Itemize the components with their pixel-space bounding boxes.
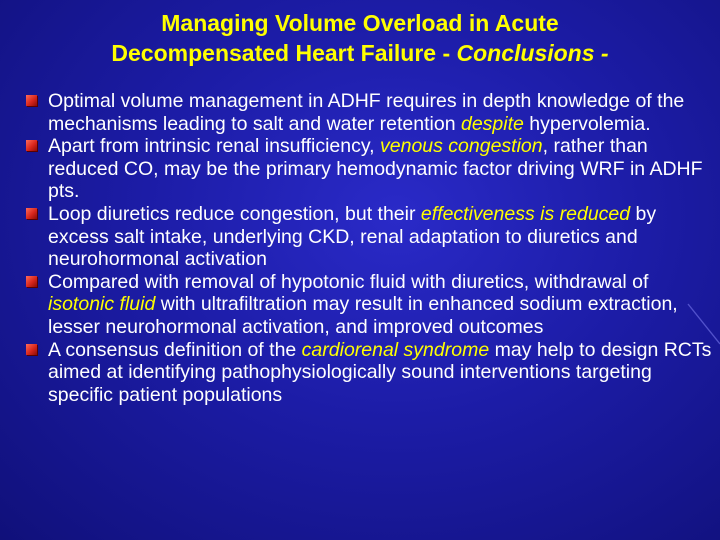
bullet-text: Apart from intrinsic renal insufficiency, <box>48 135 380 158</box>
bullet-text: Optimal volume management in ADHF requires in depth knowledge of the mechanisms leading to salt and water retention <box>48 90 685 135</box>
bullet-text: with ultrafiltration may result in enhanced sodium extraction, lesser neurohormonal activation, and improved outcomes <box>48 293 678 338</box>
title-conclusions: Conclusions - <box>456 40 609 66</box>
bullet-highlight: despite <box>460 112 524 135</box>
bullet-text: , rather than reduced CO, may be the primary hemodynamic factor driving WRF in ADHF pts. <box>48 135 703 203</box>
bullet-item <box>26 90 716 135</box>
bullet-square-icon <box>26 344 37 355</box>
bullet-square-icon <box>26 276 37 287</box>
bullet-item <box>26 203 716 271</box>
bullet-item <box>26 135 716 203</box>
bullet-highlight: isotonic fluid <box>48 293 156 316</box>
bullet-list <box>26 90 716 406</box>
slide-title <box>0 8 720 68</box>
bullet-text: Loop diuretics reduce congestion, but their <box>48 202 421 225</box>
bullet-text: hypervolemia. <box>523 112 651 135</box>
bullet-text: A consensus definition of the <box>48 338 302 361</box>
bullet-square-icon <box>26 208 37 219</box>
bullet-highlight: cardiorenal syndrome <box>301 338 490 361</box>
title-line-1: Managing Volume Overload in Acute <box>161 10 559 36</box>
bullet-highlight: effectiveness is reduced <box>420 202 631 225</box>
bullet-square-icon <box>26 140 37 151</box>
bullet-item <box>26 271 716 339</box>
bullet-text: by excess salt intake, underlying CKD, renal adaptation to diuretics and neurohormonal activation <box>48 202 657 271</box>
bullet-highlight: venous congestion <box>380 135 543 158</box>
bullet-text: Compared with removal of hypotonic fluid with diuretics, withdrawal of <box>48 270 649 293</box>
bullet-text: may help to design RCTs aimed at identifying pathophysiologically sound interventions targeting specific patient populations <box>48 338 712 406</box>
bullet-item <box>26 339 716 407</box>
bullet-square-icon <box>26 95 37 106</box>
title-line-2: Decompensated Heart Failure - <box>111 40 457 66</box>
